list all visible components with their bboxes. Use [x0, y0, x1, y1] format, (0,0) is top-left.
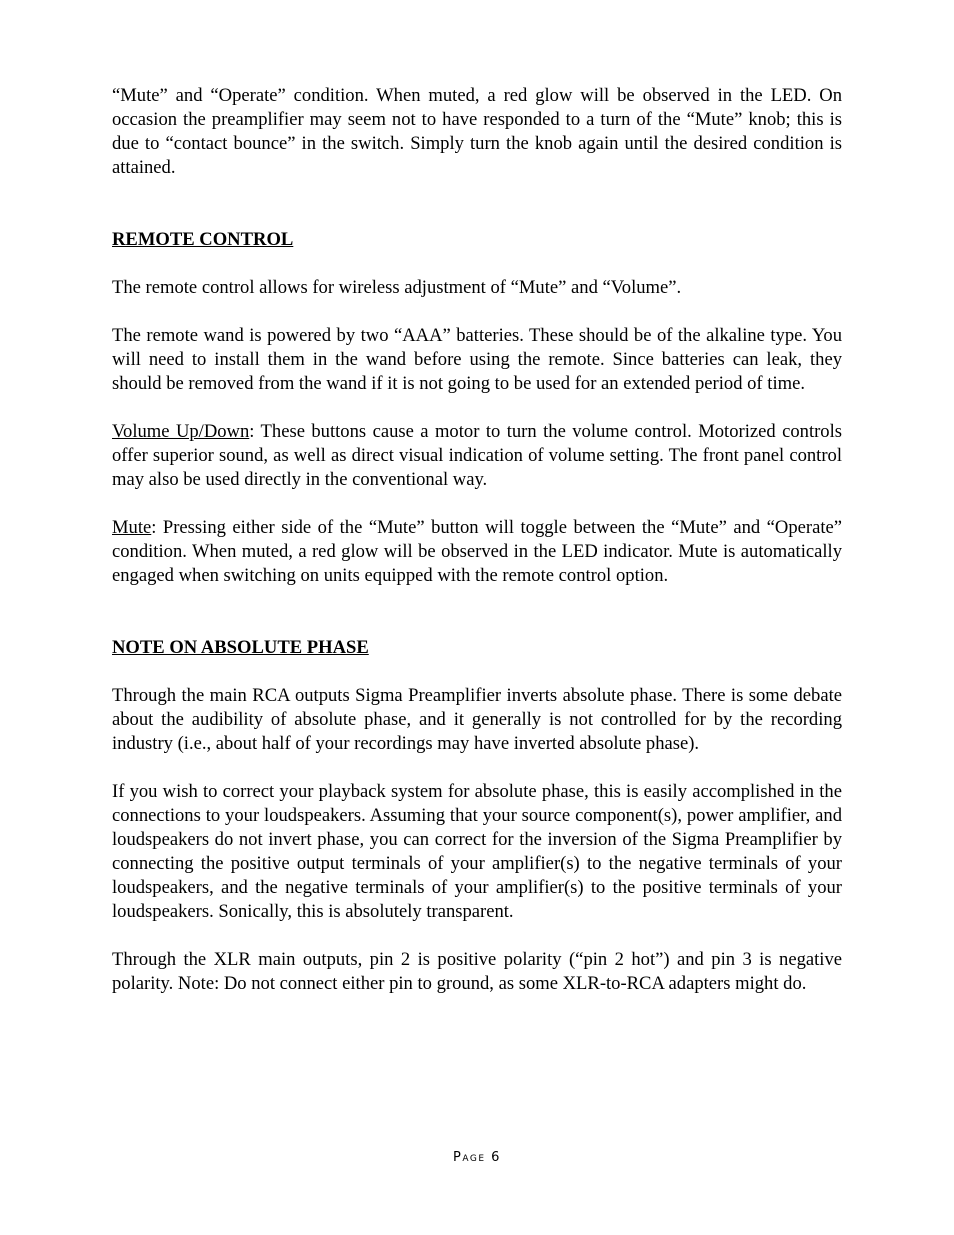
mute-label: Mute	[112, 517, 152, 538]
page-number: Page 6	[453, 1150, 501, 1165]
absolute-phase-heading: NOTE ON ABSOLUTE PHASE	[112, 637, 369, 658]
document-body	[112, 84, 842, 996]
absolute-phase-paragraph-2: If you wish to correct your playback system for absolute phase, this is easily accomplished in the connections to your loudspeakers. Assuming that your source component(s), power amplifier, and loudspeakers do not invert phase, you can correct for the inversion of the Sigma Preamplifier by connecting the positive output terminals of your amplifier(s) to the negative terminals of your loudspeakers, and the negative terminals of your amplifier(s) to the positive terminals of your loudspeakers. Sonically, this is absolutely transparent.	[112, 781, 842, 922]
volume-label: Volume Up/Down	[112, 421, 250, 442]
intro-paragraph: “Mute” and “Operate” condition. When muted, a red glow will be observed in the LED. On occasion the preamplifier may seem not to have responded to a turn of the “Mute” knob; this is due to “contact bounce” in the switch. Simply turn the knob again until the desired condition is attained.	[112, 85, 842, 178]
volume-paragraph	[112, 420, 842, 492]
remote-control-heading: REMOTE CONTROL	[112, 229, 294, 250]
volume-text: : These buttons cause a motor to turn the volume control. Motorized controls offer superior sound, as well as direct visual indication of volume setting. The front panel control may also be used directly in the conventional way.	[112, 421, 842, 490]
mute-text: : Pressing either side of the “Mute” button will toggle between the “Mute” and “Operate” condition. When muted, a red glow will be observed in the LED indicator. Mute is automatically engaged when switching on units equipped with the remote control option.	[112, 517, 842, 586]
absolute-phase-paragraph-3: Through the XLR main outputs, pin 2 is positive polarity (“pin 2 hot”) and pin 3 is negative polarity. Note: Do not connect either pin to ground, as some XLR-to-RCA adapters might do.	[112, 949, 842, 994]
absolute-phase-paragraph-1: Through the main RCA outputs Sigma Preamplifier inverts absolute phase. There is some debate about the audibility of absolute phase, and it generally is not controlled for by the recording industry (i.e., about half of your recordings may have inverted absolute phase).	[112, 685, 842, 754]
remote-control-paragraph-2: The remote wand is powered by two “AAA” batteries. These should be of the alkaline type. You will need to install them in the wand before using the remote. Since batteries can leak, they should be removed from the wand if it is not going to be used for an extended period of time.	[112, 325, 842, 394]
remote-control-paragraph-1: The remote control allows for wireless adjustment of “Mute” and “Volume”.	[112, 277, 682, 298]
mute-paragraph	[112, 516, 842, 588]
